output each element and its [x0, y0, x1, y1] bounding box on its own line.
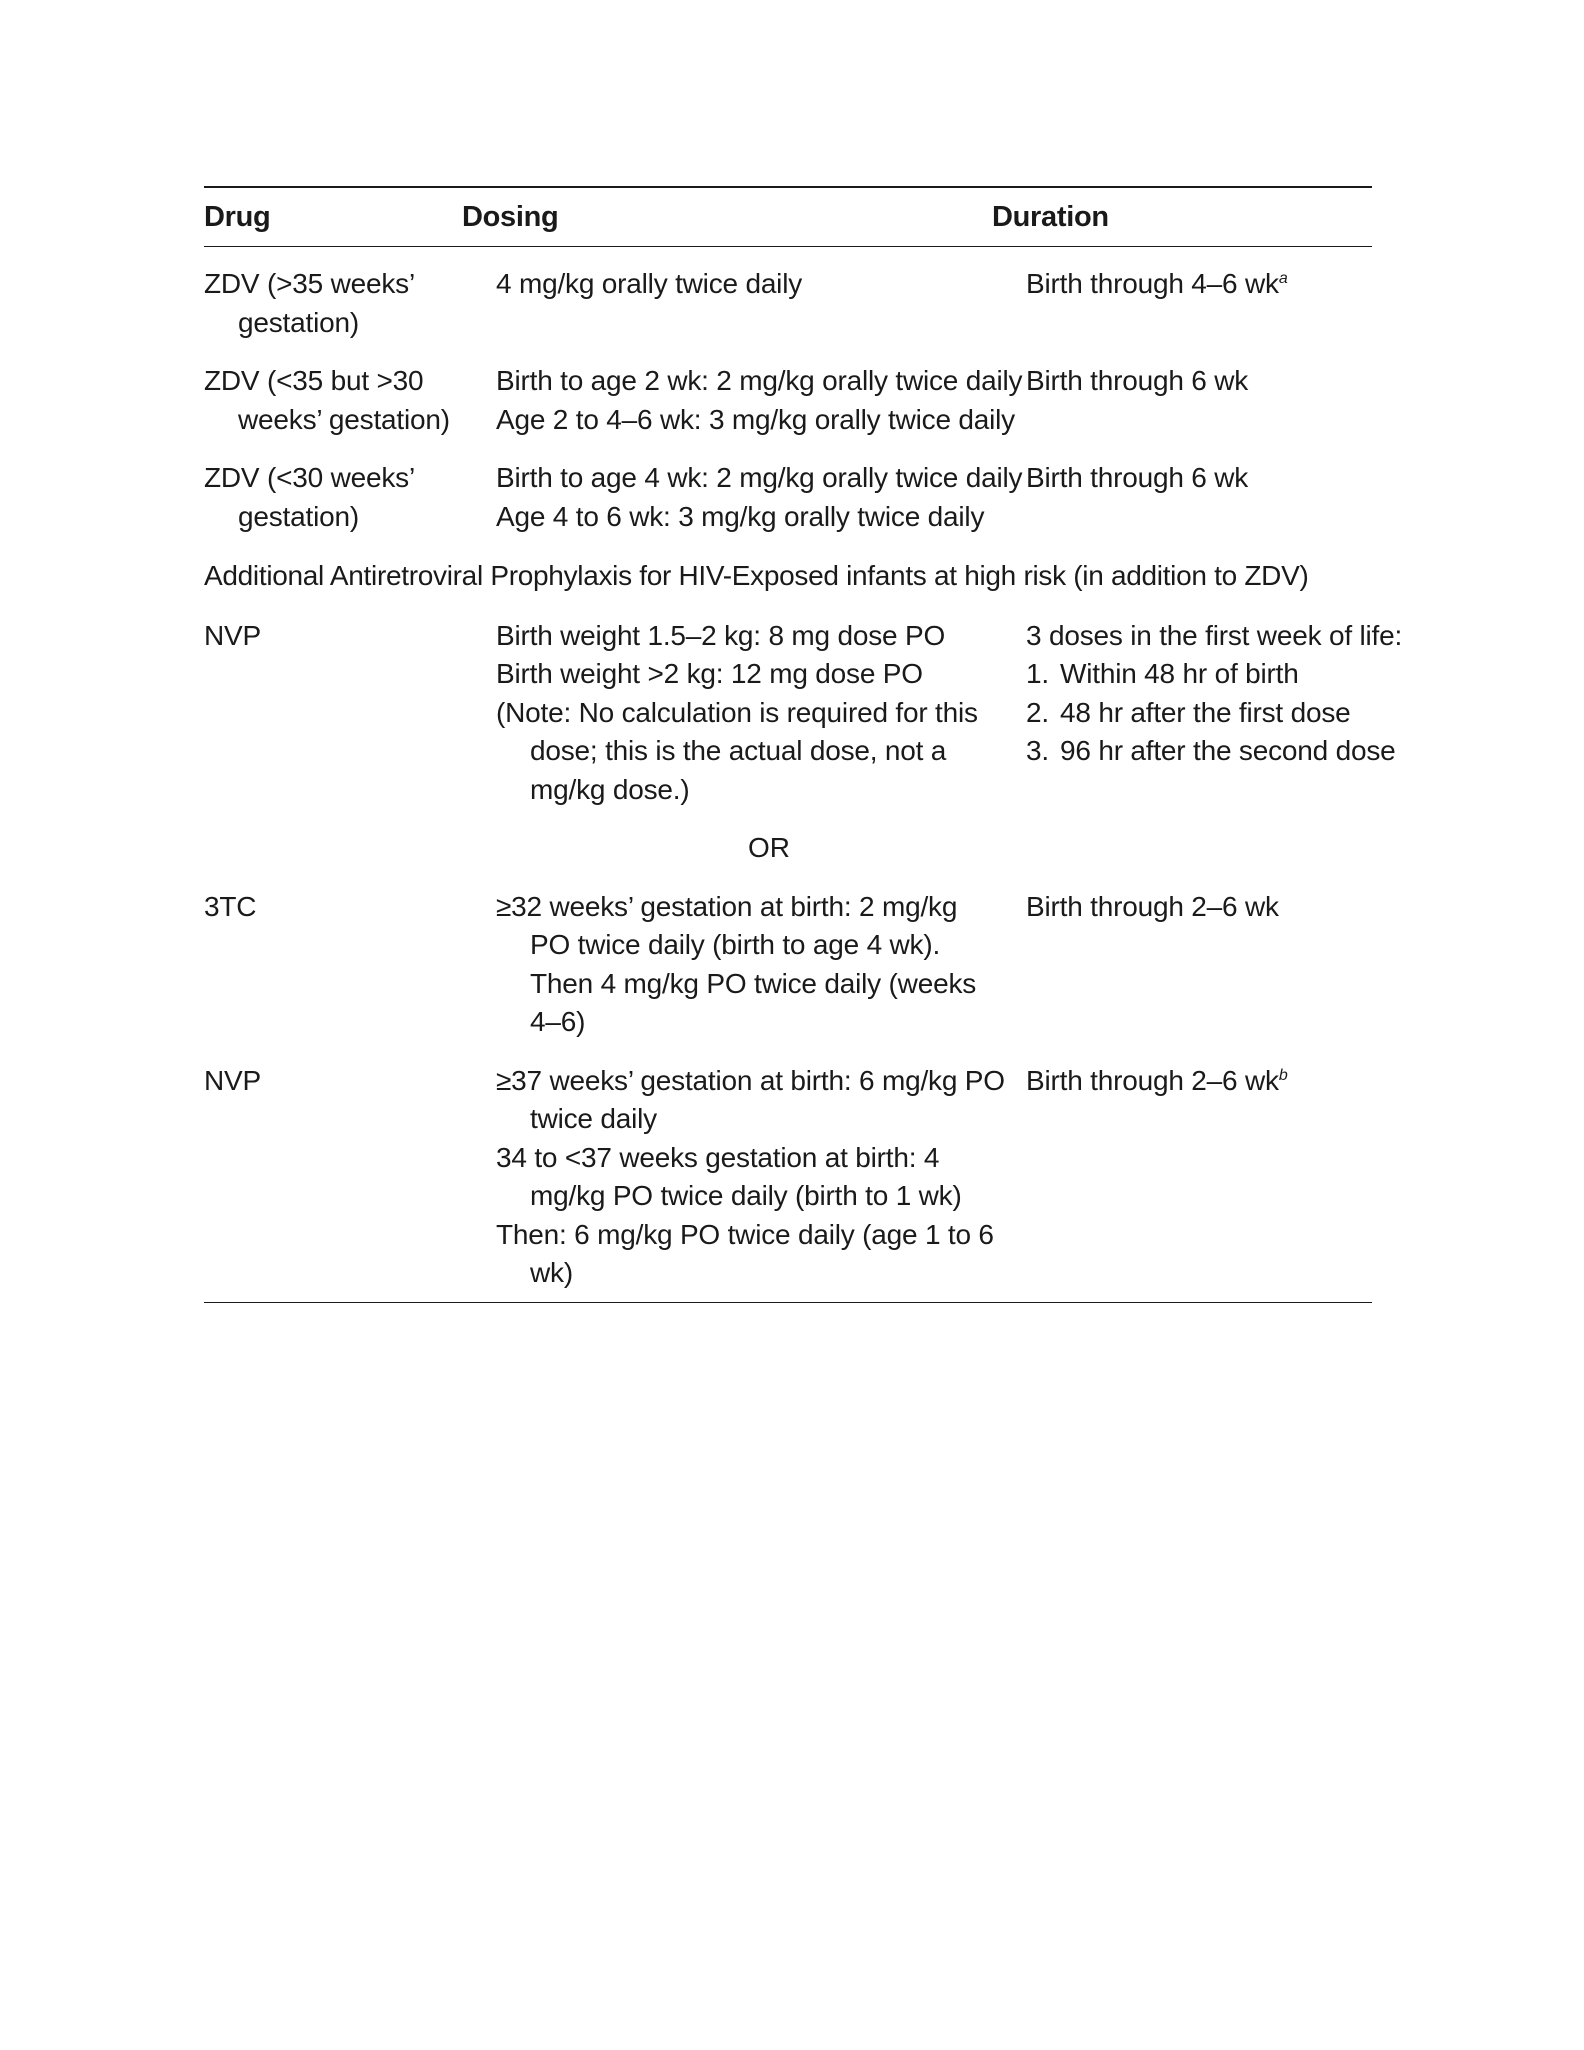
- dosing-line: Birth to age 4 wk: 2 mg/kg orally twice daily: [496, 462, 1023, 493]
- dosing-line: ≥37 weeks’ gestation at birth: 6 mg/kg PO twice daily: [496, 1064, 1005, 1134]
- dosing-line: 34 to <37 weeks gestation at birth: 4 mg/kg PO twice daily (birth to 1 wk): [496, 1141, 962, 1211]
- table-bottom-rule: [204, 1302, 1372, 1303]
- list-text: Within 48 hr of birth: [1060, 658, 1299, 689]
- table-row: [204, 459, 1372, 536]
- table-header-rule: [204, 246, 1372, 247]
- duration-cell: Birth through 6 wk: [1026, 365, 1249, 396]
- duration-text: Birth through 4–6 wk: [1026, 268, 1279, 299]
- footnote-marker: b: [1278, 1066, 1288, 1084]
- table-row: [204, 888, 1372, 1042]
- dosing-cell: [496, 459, 1026, 536]
- list-item: [1026, 655, 1406, 694]
- drug-cell: ZDV (<30 weeks’ gestation): [204, 462, 414, 532]
- dosing-line: 4 mg/kg orally twice daily: [496, 268, 803, 299]
- list-number: 1.: [1026, 658, 1049, 689]
- header-duration: Duration: [992, 200, 1109, 233]
- dosing-line: Birth weight 1.5–2 kg: 8 mg dose PO: [496, 619, 946, 651]
- duration-cell: [1026, 617, 1406, 810]
- dosing-line: Birth weight >2 kg: 12 mg dose PO: [496, 658, 923, 689]
- list-text: 48 hr after the first dose: [1060, 696, 1351, 728]
- duration-cell: [1026, 265, 1406, 342]
- drug-cell: 3TC: [204, 890, 257, 922]
- dosing-cell: [496, 1062, 1026, 1293]
- duration-text: Birth through 2–6 wk: [1026, 1064, 1279, 1096]
- table-row: [204, 265, 1372, 342]
- drug-cell: NVP: [204, 1064, 261, 1096]
- duration-cell: Birth through 2–6 wk: [1026, 890, 1279, 922]
- dosing-line: Age 2 to 4–6 wk: 3 mg/kg orally twice daily: [496, 403, 1015, 435]
- dosing-cell: [496, 362, 1026, 439]
- dosing-cell: [496, 265, 1026, 342]
- header-dosing: Dosing: [462, 200, 559, 233]
- footnote-marker: a: [1278, 270, 1288, 287]
- table-row: [204, 617, 1403, 810]
- list-number: 2.: [1026, 696, 1049, 728]
- duration-cell: [1026, 1062, 1406, 1293]
- drug-cell: ZDV (>35 weeks’ gestation): [204, 268, 414, 338]
- dosing-line: Birth to age 2 wk: 2 mg/kg orally twice daily: [496, 365, 1023, 396]
- drug-cell: ZDV (<35 but >30 weeks’ gestation): [204, 365, 450, 435]
- table-row: [204, 362, 1372, 439]
- dosing-note: (Note: No calculation is required for this dose; this is the actual dose, not a mg/kg dose.): [496, 696, 978, 805]
- list-item: [1026, 732, 1406, 771]
- dosing-cell: [496, 617, 1026, 810]
- list-item: [1026, 694, 1406, 733]
- dosing-table: [204, 186, 1403, 1303]
- drug-cell: NVP: [204, 619, 261, 651]
- or-separator: OR: [748, 832, 790, 863]
- dosing-line: Age 4 to 6 wk: 3 mg/kg orally twice daily: [496, 500, 985, 532]
- table-row: [204, 1062, 1372, 1293]
- dosing-line: ≥32 weeks’ gestation at birth: 2 mg/kg PO twice daily (birth to age 4 wk). Then 4 mg/kg PO twice daily (weeks 4–6): [496, 890, 977, 1037]
- list-text: 96 hr after the second dose: [1060, 735, 1396, 766]
- dosing-cell: [496, 888, 1026, 1042]
- duration-cell: Birth through 6 wk: [1026, 462, 1249, 493]
- list-number: 3.: [1026, 735, 1049, 766]
- dosing-line: Then: 6 mg/kg PO twice daily (age 1 to 6 wk): [496, 1218, 994, 1288]
- header-drug: Drug: [204, 200, 271, 233]
- duration-intro: 3 doses in the first week of life:: [1026, 619, 1403, 651]
- section-heading: Additional Antiretroviral Prophylaxis for HIV-Exposed infants at high risk (in addition to ZDV): [204, 560, 1309, 591]
- table-header: [204, 188, 1372, 246]
